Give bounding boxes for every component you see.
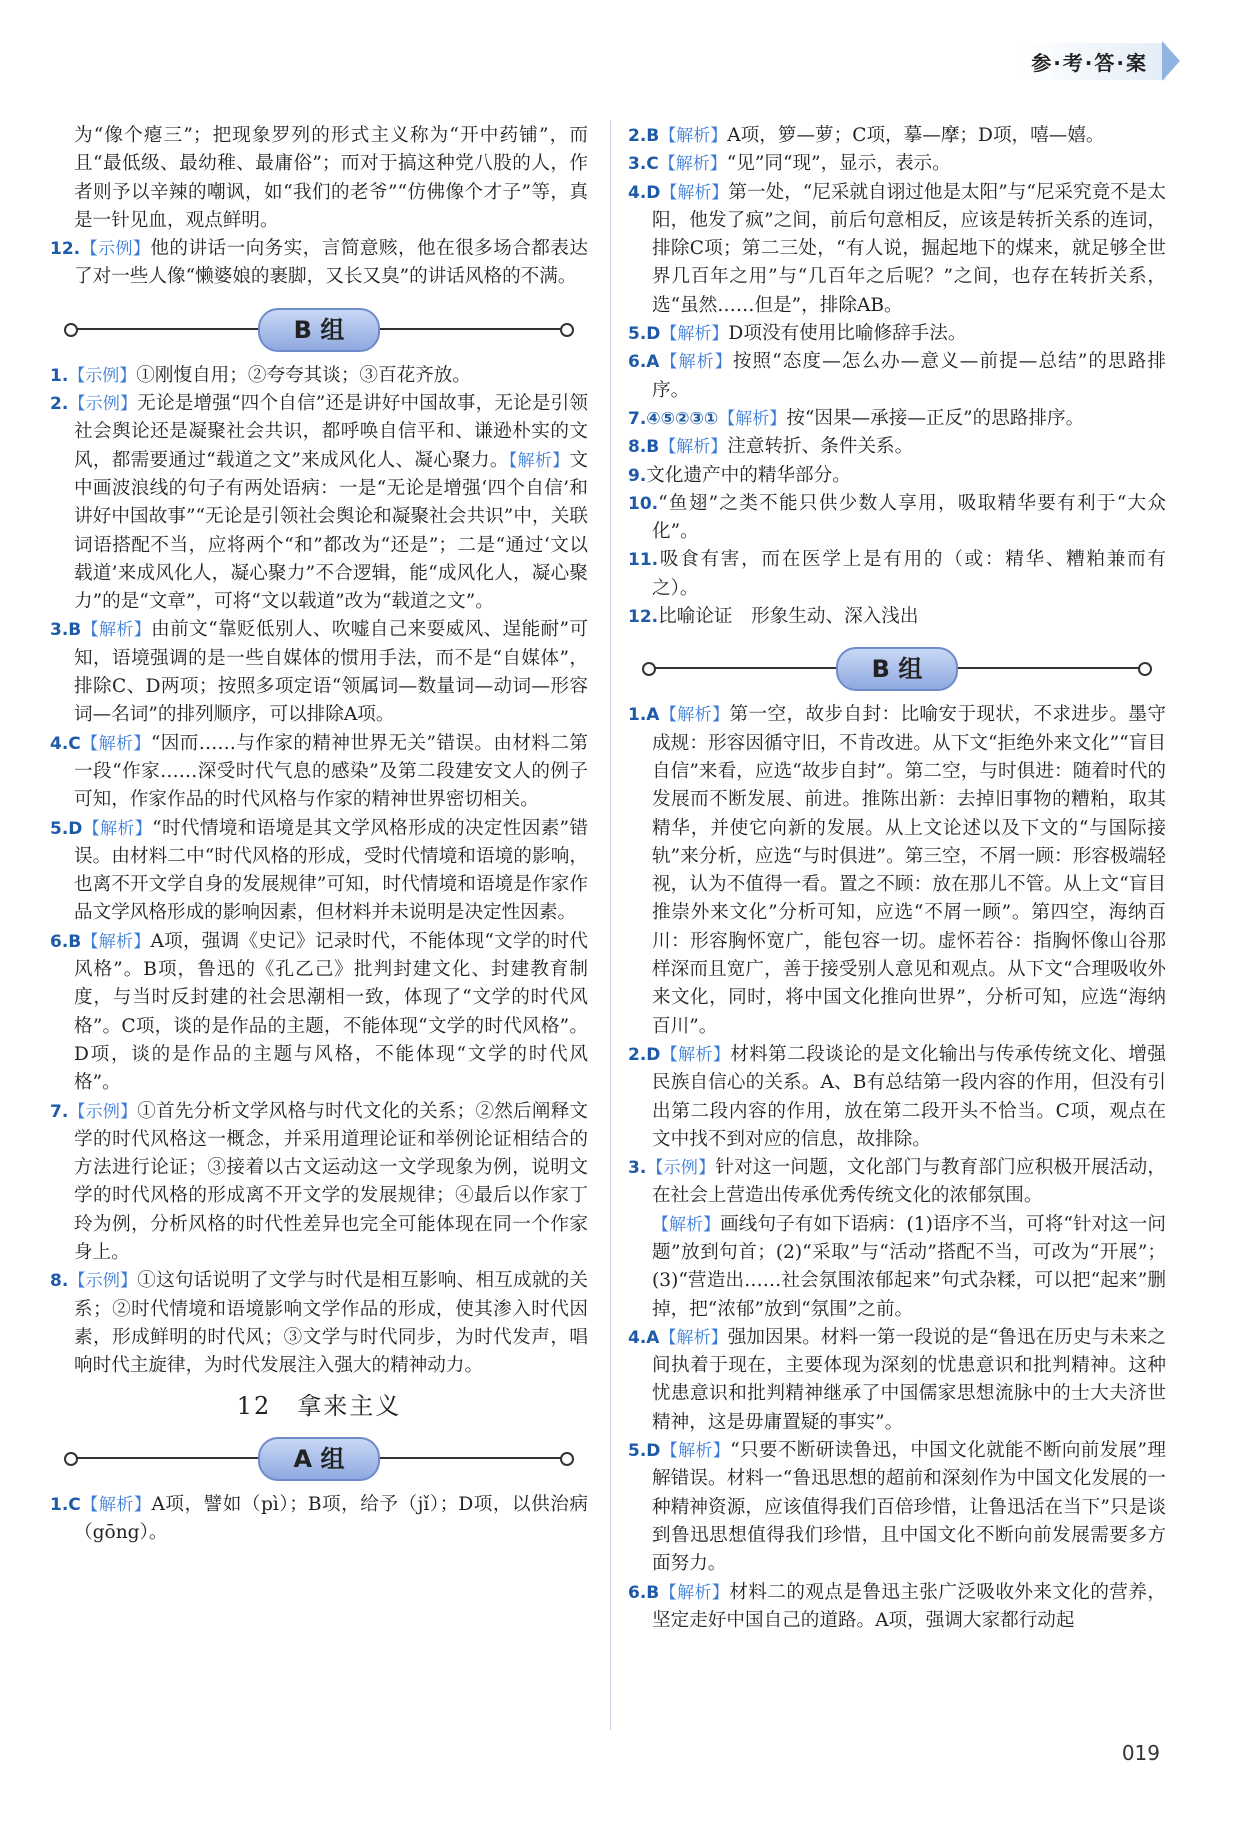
answer-item: 1.【示例】①刚愎自用；②夸夸其谈；③百花齐放。 (50, 364, 471, 386)
lesson-title: 12 拿来主义 (236, 1392, 402, 1421)
answer-item: 5.D【解析】“只要不断研读鲁迅，中国文化就能不断向前发展”理解错误。材料一“鲁迅思想的超前和深刻作为中国文化发展的一种精神资源，应该值得我们百倍珍惜，让鲁迅活在当下”只是谈到鲁迅思想值得我们珍惜，且中国文化不断向前发展需要多方面努力。 (628, 1440, 1167, 1575)
group-label: A 组 (258, 1437, 380, 1481)
page-header (1021, 38, 1180, 84)
right-column (628, 122, 1166, 1635)
answer-item: 4.A【解析】强加因果。材料一第一段说的是“鲁迅在历史与未来之间执着于现在，主要体现为深刻的忧患意识和批判精神。这种忧患意识和批判精神继承了中国儒家思想流脉中的士大夫济世精神，这是毋庸置疑的事实”。 (628, 1326, 1166, 1433)
answer-item: 7.【示例】①首先分析文学风格与时代文化的关系；②然后阐释文学的时代风格这一概念，并采用道理论证和举例论证相结合的方法进行论证；③接着以古文运动这一文学现象为例，说明文学的时代风格的形成离不开文学的发展规律；④最后以作家丁玲为例，分析风格的时代性差异也完全可能体现在同一个作家身上。 (50, 1100, 588, 1263)
answer-item: 3.B【解析】由前文“靠贬低别人、吹嘘自己来耍威风、逞能耐”可知，语境强调的是一些自媒体的惯用手法，而不是“自媒体”，排除C、D两项；按照多项定语“领属词—数量词—动词—形容词—名词”的排列顺序，可以排除A项。 (50, 619, 588, 726)
answer-item: 3.【示例】针对这一问题，文化部门与教育部门应积极开展活动，在社会上营造出传承优秀传统文化的浓郁氛围。 【解析】画线句子有如下语病：(1)语序不当，可将“针对这一问题”放到句首；(2)“采取”与“活动”搭配不当，可改为“开展”；(3)“营造出……社会氛围浓郁起来”句式杂糅，可以把“起来”删掉，把“浓郁”放到“氛围”之前。 (628, 1157, 1166, 1320)
group-b-heading (50, 302, 588, 356)
answer-item: 5.D【解析】D项没有使用比喻修辞手法。 (628, 323, 967, 345)
page-number: 019 (1121, 1741, 1160, 1765)
group-label: B 组 (258, 308, 380, 352)
answer-item: 9.文化遗产中的精华部分。 (628, 464, 851, 486)
answer-item: 2.D【解析】材料第二段谈论的是文化输出与传承传统文化、增强民族自信心的关系。A、B有总结第一段内容的作用，但没有引出第二段内容的作用，放在第二段开头不恰当。C项，观点在文中找不到对应的信息，故排除。 (628, 1043, 1166, 1150)
answer-item: 10.“鱼翅”之类不能只供少数人享用，吸取精华要有利于“大众化”。 (628, 492, 1166, 543)
answer-item: 8.B【解析】注意转折、条件关系。 (628, 436, 914, 458)
answer-item: 1.A【解析】第一空，故步自封：比喻安于现状，不求进步。墨守成规：形容因循守旧，不肯改进。从下文“拒绝外来文化”“盲目自信”来看，应选“故步自封”。第二空，与时俱进：随着时代的发展而不断发展、前进。推陈出新：去掉旧事物的糟粕，取其精华，并使它向新的发展。从上文论述以及下文的“与国际接轨”来分析，应选“与时俱进”。第三空，不屑一顾：形容极端轻视，认为不值得一看。置之不顾：放在那儿不管。从上文“盲目推崇外来文化”分析可知，应选“不屑一顾”。第四空，海纳百川：形容胸怀宽广，能包容一切。虚怀若谷：指胸怀像山谷那样深而且宽广，善于接受别人意见和观点。从下文“合理吸收外来文化，同时，将中国文化推向世界”，分析可知，应选“海纳百川”。 (628, 704, 1166, 1037)
answer-item: 3.C【解析】“见”同“现”，显示，表示。 (628, 153, 951, 175)
answer-item: 6.B【解析】A项，强调《史记》记录时代，不能体现“文学的时代风格”。B项，鲁迅的《孔乙己》批判封建文化、封建教育制度，与当时反封建的社会思潮相一致，体现了“文学的时代风格”。C项，谈的是作品的主题，不能体现“文学的时代风格”。D项，谈的是作品的主题与风格，不能体现“文学的时代风格”。 (50, 930, 589, 1094)
answer-item: 5.D【解析】“时代情境和语境是其文学风格形成的决定性因素”错误。由材料二中“时代风格的形成，受时代情境和语境的影响，也离不开文学自身的发展规律”可知，时代情境和语境是作家作品文学风格形成的影响因素，但材料并未说明是决定性因素。 (50, 817, 589, 924)
answer-item: 1.C【解析】A项，譬如（pì）；B项，给予（jǐ）；D项，以供治病（gōng）。 (50, 1493, 588, 1544)
intro-paragraph: 为“像个瘪三”；把现象罗列的形式主义称为“开中药铺”，而且“最低级、最幼稚、最庸俗”；而对于搞这种党八股的人，作者则予以辛辣的嘲讽，如“我们的老爷”“仿佛像个才子”等，真是一针见血，观点鲜明。 (74, 125, 588, 231)
chevron-right-icon (1162, 41, 1180, 81)
answer-item: 4.C【解析】“因而……与作家的精神世界无关”错误。由材料二第一段“作家……深受时代气息的感染”及第二段建安文人的例子可知，作家作品的时代风格与作家的精神世界密切相关。 (50, 732, 589, 811)
answer-item: 11.吸食有害，而在医学上是有用的（或：精华、糟粕兼而有之）。 (628, 549, 1166, 599)
answer-item: 2.B【解析】A项，箩—萝；C项，摹—摩；D项，嘻—嬉。 (628, 125, 1105, 146)
answer-item: 12.比喻论证 形象生动、深入浅出 (628, 606, 919, 628)
answer-item: 7.④⑤②③①【解析】按“因果—承接—正反”的思路排序。 (628, 407, 1085, 429)
left-column (50, 122, 588, 1547)
group-a-heading (50, 1431, 588, 1485)
answer-item: 12.【示例】他的讲话一向务实，言简意赅，他在很多场合都表达了对一些人像“懒婆娘的裹脚，又长又臭”的讲话风格的不满。 (50, 238, 588, 288)
group-label: B 组 (836, 647, 958, 691)
group-b-heading (628, 641, 1166, 695)
answer-item: 4.D【解析】第一处，“尼采就自诩过他是太阳”与“尼采究竟不是太阳，他发了疯”之间，前后句意相反，应该是转折关系的连词，排除C项；第二三处，“有人说，掘起地下的煤来，就足够全世界几百年之用”与“几百年之后呢？”之间，也存在转折关系，选“虽然……但是”，排除AB。 (628, 181, 1166, 316)
header-tag: 参·考·答·案 (1021, 43, 1166, 80)
answer-item: 2.【示例】无论是增强“四个自信”还是讲好中国故事，无论是引领社会舆论还是凝聚社会共识，都呼唤自信平和、谦逊朴实的文风，都需要通过“载道之文”来成风化人、凝心聚力。【解析】文中画波浪线的句子有两处语病：一是“无论是增强‘四个自信’和讲好中国故事”“无论是引领社会舆论和凝聚社会共识”中，关联词语搭配不当，应将两个“和”都改为“还是”；二是“通过‘文以载道’来成风化人，凝心聚力”不合逻辑，能“成风化人，凝心聚力”的是“文章”，可将“文以载道”改为“载道之文”。 (50, 393, 589, 613)
answer-item: 6.B【解析】材料二的观点是鲁迅主张广泛吸收外来文化的营养，坚定走好中国自己的道路。A项，强调大家都行动起 (628, 1581, 1166, 1631)
column-divider (610, 120, 611, 1730)
answer-item: 8.【示例】①这句话说明了文学与时代是相互影响、相互成就的关系；②时代情境和语境影响文学作品的形成，使其渗入时代因素，形成鲜明的时代风；③文学与时代同步，为时代发声，唱响时代主旋律，为时代发展注入强大的精神动力。 (50, 1270, 588, 1377)
answer-item: 6.A【解析】按照“态度—怎么办—意义—前提—总结”的思路排序。 (628, 351, 1167, 401)
